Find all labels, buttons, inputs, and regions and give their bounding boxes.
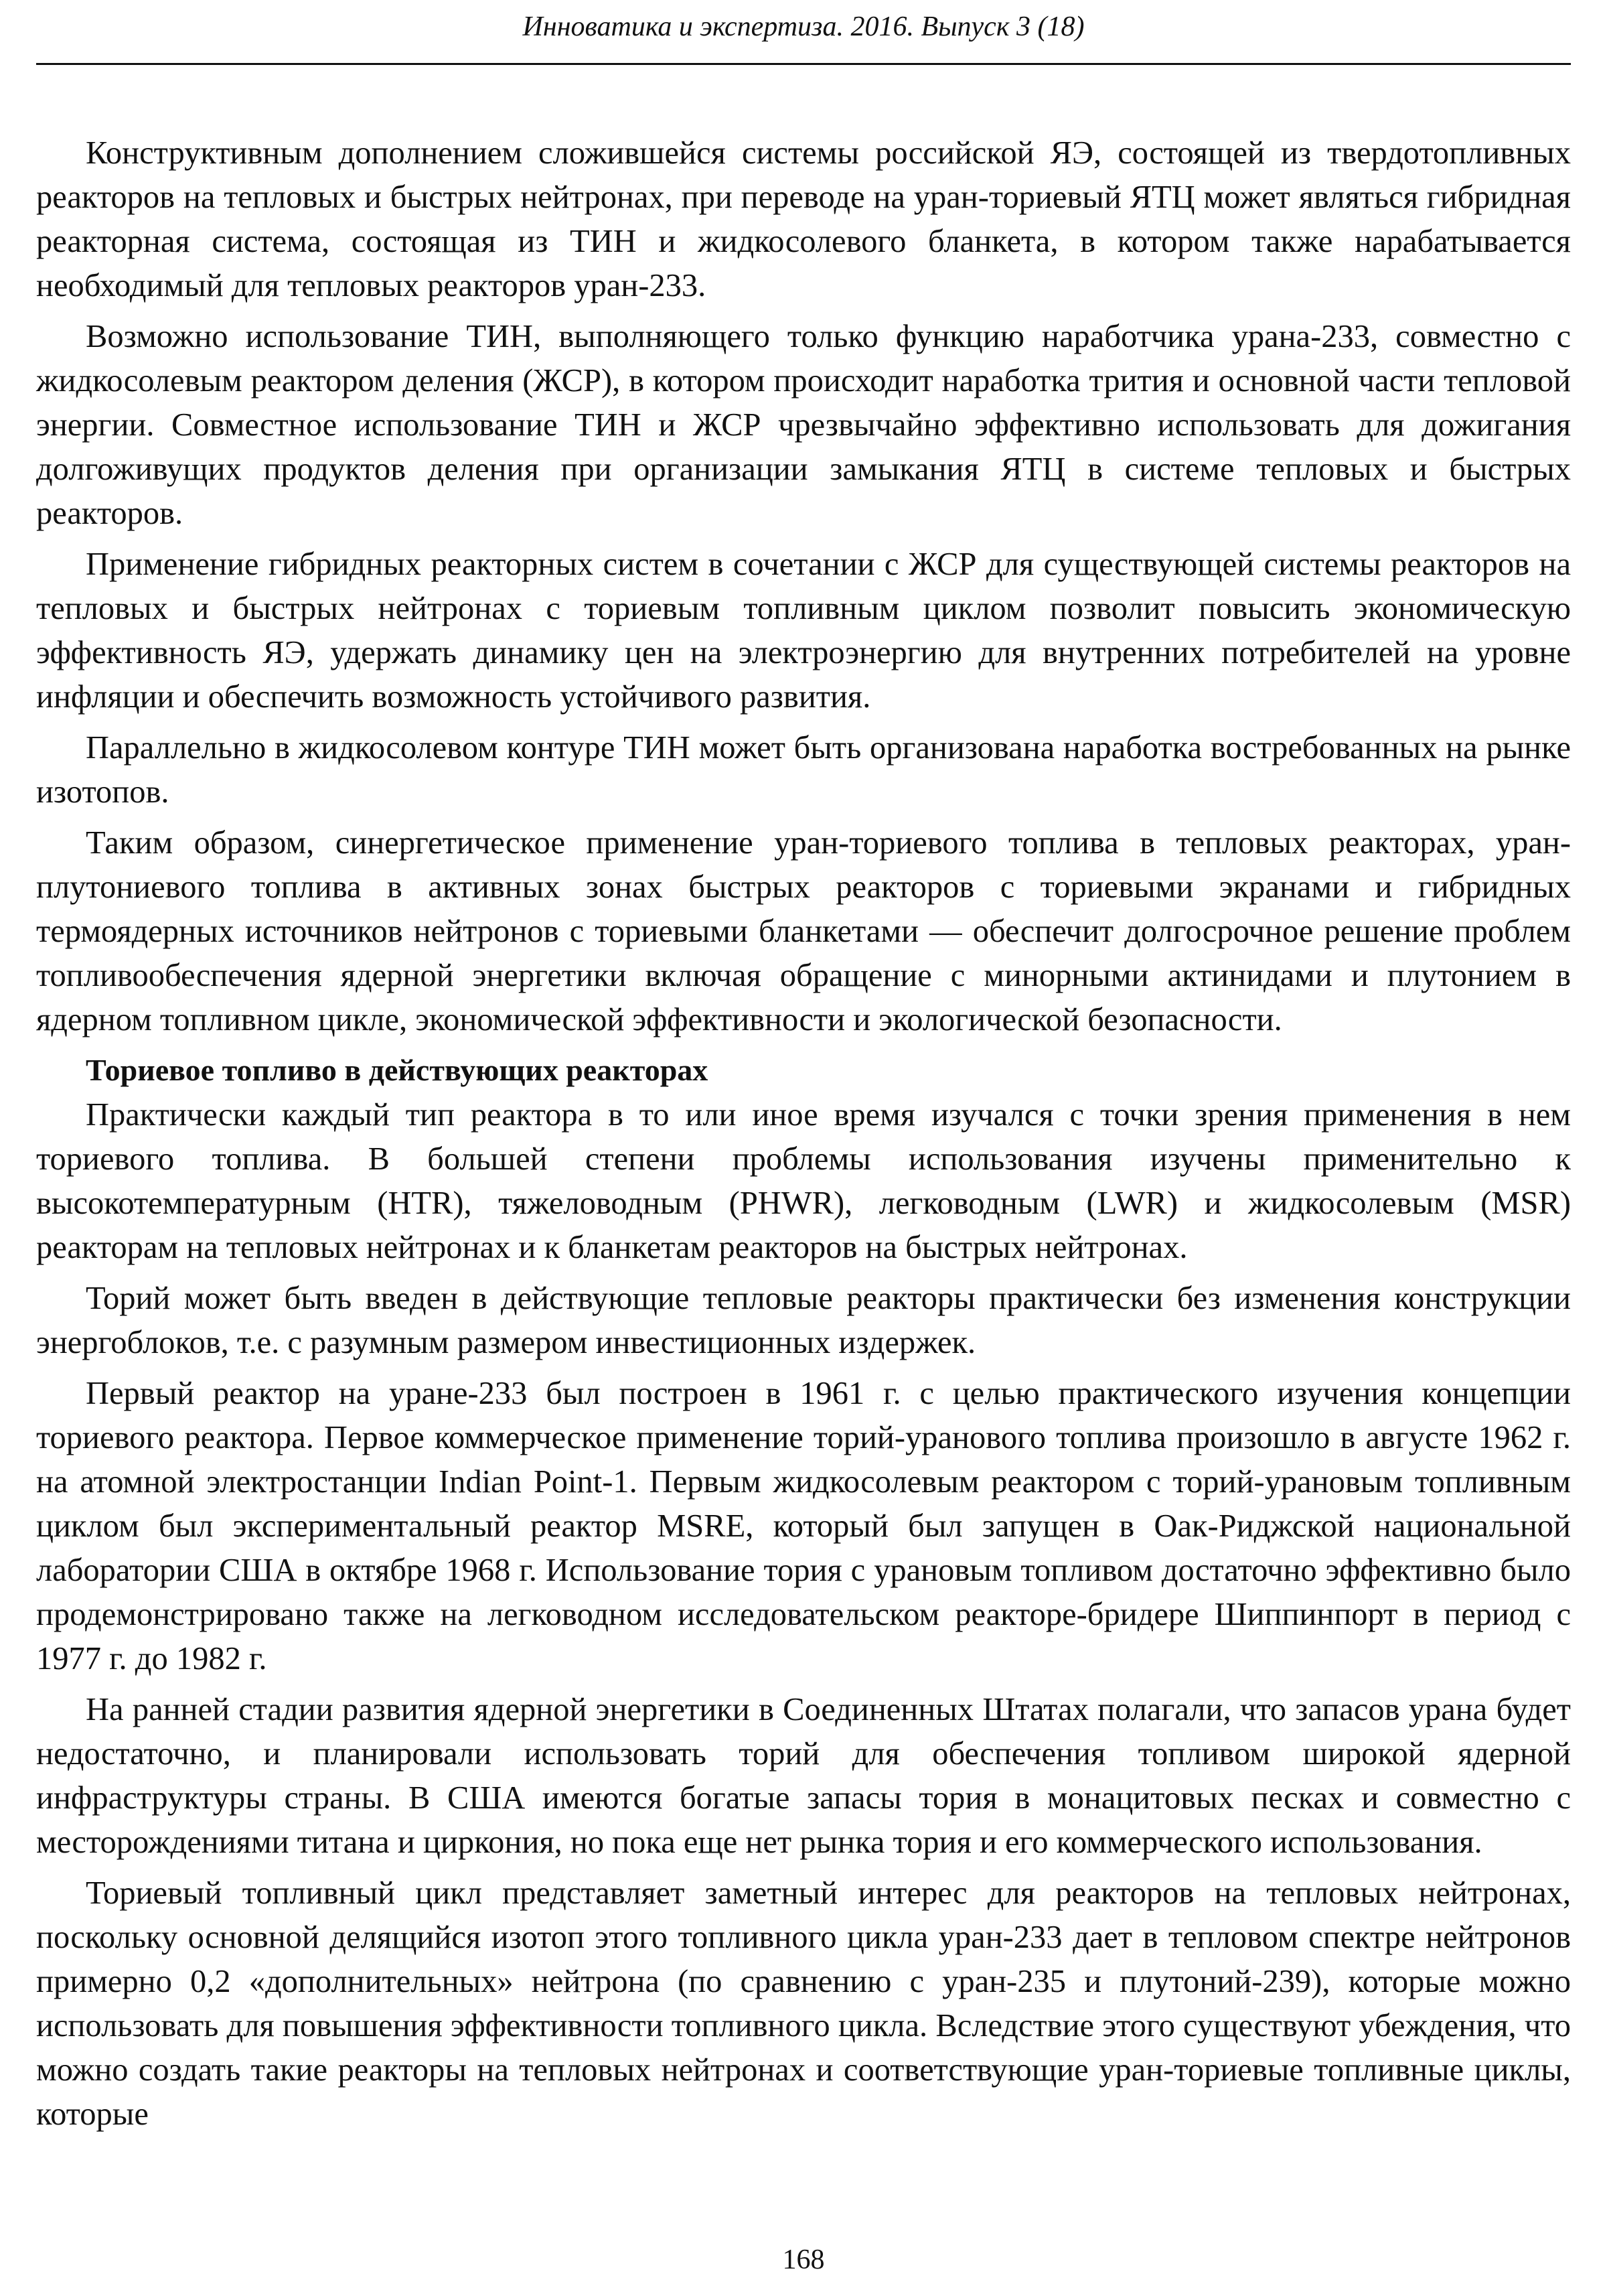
page-number: 168 <box>782 2244 825 2275</box>
body-paragraph: Ториевый топливный цикл представляет заметный интерес для реакторов на тепловых нейтронах, поскольку основной делящийся изотоп этого топливного цикла уран-233 дает в тепловом спектре нейтронов примерно 0,2 «дополнительных» нейтрона (по сравнению с уран-235 и плутоний-239), которые можно использовать для повышения эффективности топливного цикла. Вследствие этого существуют убеждения, что можно создать такие реакторы на тепловых нейтронах и соответствующие уран-ториевые топливные циклы, которые <box>36 1875 1571 2132</box>
body-paragraph: Торий может быть введен в действующие тепловые реакторы практически без изменения конструкции энергоблоков, т.е. с разумным размером инвестиционных издержек. <box>36 1281 1571 1360</box>
body-paragraph: Первый реактор на уране-233 был построен в 1961 г. с целью практического изучения концепции ториевого реактора. Первое коммерческое применение торий-уранового топлива произошло в августе 1962 г. на атомной электростанции Indian Point-1. Первым жидкосолевым реактором с торий-урановым топливным циклом был экспериментальный реактор MSRE, который был запущен в Оак-Риджской национальной лаборатории США в октябре 1968 г. Использование тория с урановым топливом достаточно эффективно было продемонстрировано также на легководном исследовательском реакторе-бридере Шиппинпорт в период с 1977 г. до 1982 г. <box>36 1376 1571 1676</box>
journal-header: Инноватика и экспертиза. 2016. Выпуск 3 (18) <box>522 11 1085 42</box>
body-paragraph: На ранней стадии развития ядерной энергетики в Соединенных Штатах полагали, что запасов урана будет недостаточно, и планировали использовать торий для обеспечения топливом широкой ядерной инфраструктуры страны. В США имеются богатые запасы тория в монацитовых песках и совместно с месторождениями титана и циркония, но пока еще нет рынка тория и его коммерческого использования. <box>36 1692 1571 1860</box>
body-paragraph: Параллельно в жидкосолевом контуре ТИН может быть организована наработка востребованных на рынке изотопов. <box>36 730 1571 810</box>
section-heading: Ториевое топливо в действующих реакторах <box>86 1053 708 1087</box>
header-divider <box>36 63 1571 65</box>
article-body <box>36 131 1571 2143</box>
body-paragraph: Применение гибридных реакторных систем в сочетании с ЖСР для существующей системы реакторов на тепловых и быстрых нейтронах с ториевым топливным циклом позволит повысить экономическую эффективность ЯЭ, удержать динамику цен на электроэнергию для внутренних потребителей на уровне инфляции и обеспечить возможность устойчивого развития. <box>36 547 1571 715</box>
body-paragraph: Возможно использование ТИН, выполняющего только функцию наработчика урана-233, совместно с жидкосолевым реактором деления (ЖСР), в котором происходит наработка трития и основной части тепловой энергии. Совместное использование ТИН и ЖСР чрезвычайно эффективно использовать для дожигания долгоживущих продуктов деления при организации замыкания ЯТЦ в системе тепловых и быстрых реакторов. <box>36 319 1571 531</box>
body-paragraph: Таким образом, синергетическое применение уран-ториевого топлива в тепловых реакторах, уран-плутониевого топлива в активных зонах быстрых реакторов с ториевыми экранами и гибридных термоядерных источников нейтронов с ториевыми бланкетами — обеспечит долгосрочное решение проблем топливообеспечения ядерной энергетики включая обращение с минорными актинидами и плутонием в ядерном топливном цикле, экономической эффективности и экологической безопасности. <box>36 825 1571 1037</box>
body-paragraph: Конструктивным дополнением сложившейся системы российской ЯЭ, состоящей из твердотопливных реакторов на тепловых и быстрых нейтронах, при переводе на уран-ториевый ЯТЦ может являться гибридная реакторная система, состоящая из ТИН и жидкосолевого бланкета, в котором также нарабатывается необходимый для тепловых реакторов уран-233. <box>36 135 1571 303</box>
body-paragraph: Практически каждый тип реактора в то или иное время изучался с точки зрения применения в нем ториевого топлива. В большей степени проблемы использования изучены применительно к высокотемпературным (HTR), тяжеловодным (PHWR), легководным (LWR) и жидкосолевым (MSR) реакторам на тепловых нейтронах и к бланкетам реакторов на быстрых нейтронах. <box>36 1097 1571 1265</box>
